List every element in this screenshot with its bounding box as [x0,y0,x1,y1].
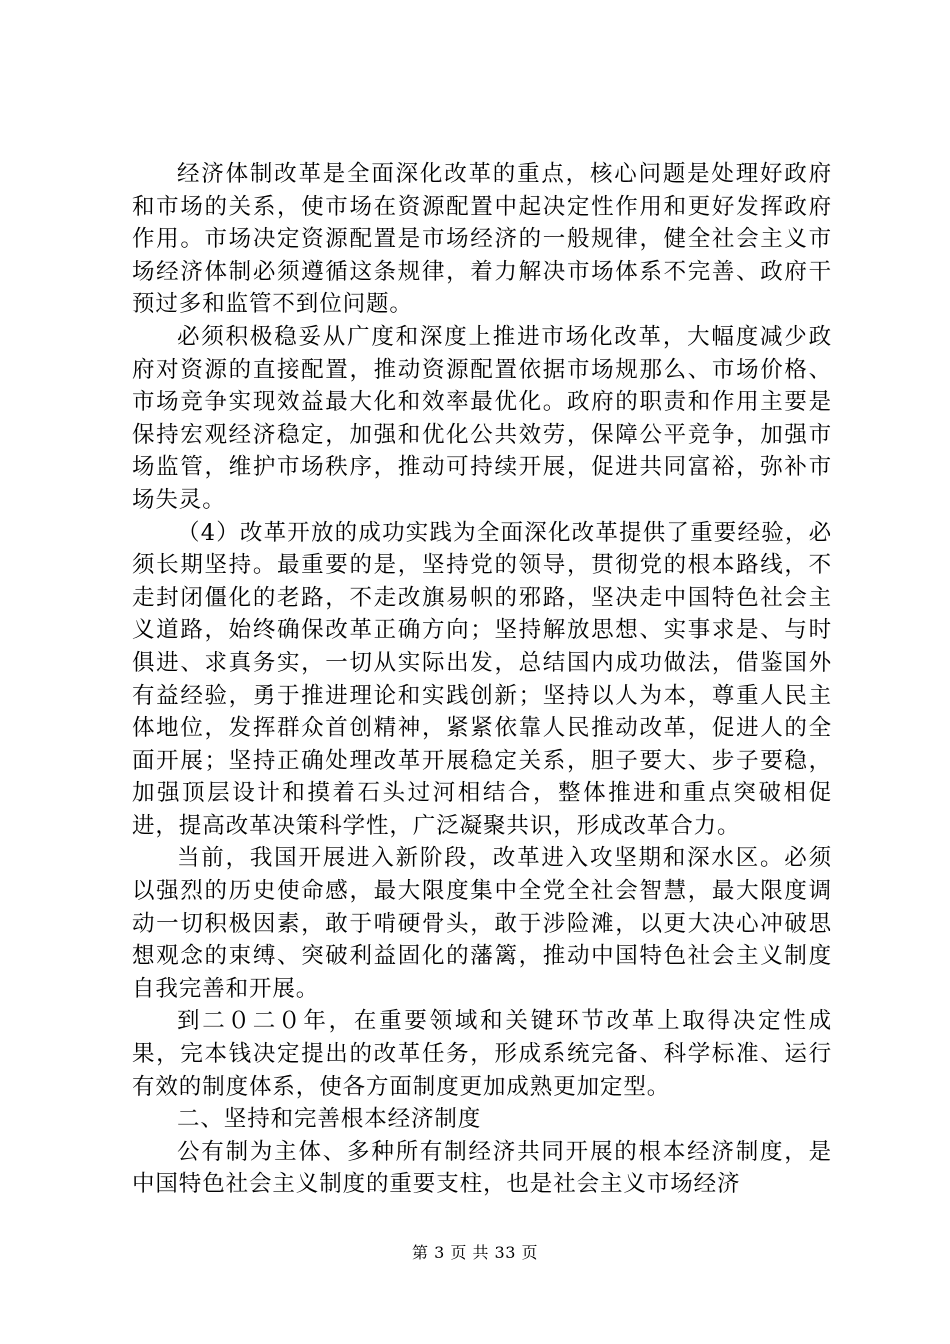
document-body [132,158,832,1201]
paragraph: 到二０二０年，在重要领域和关键环节改革上取得决定性成果，完本钱决定提出的改革任务，形成系统完备、科学标准、运行有效的制度体系，使各方面制度更加成熟更加定型。 [132,1008,832,1100]
page-footer [0,1243,950,1263]
paragraph: 公有制为主体、多种所有制经济共同开展的根本经济制度，是中国特色社会主义制度的重要支柱，也是社会主义市场经济 [132,1138,832,1198]
paragraph: （4）改革开放的成功实践为全面深化改革提供了重要经验，必须长期坚持。最重要的是，坚持党的领导，贯彻党的根本路线，不走封闭僵化的老路，不走改旗易帜的邪路，坚决走中国特色社会主义道路，始终确保改革正确方向；坚持解放思想、实事求是、与时俱进、求真务实，一切从实际出发，总结国内成功做法，借鉴国外有益经验，勇于推进理论和实践创新；坚持以人为本，尊重人民主体地位，发挥群众首创精神，紧紧依靠人民推动改革，促进人的全面开展；坚持正确处理改革开展稳定关系，胆子要大、步子要稳，加强顶层设计和摸着石头过河相结合，整体推进和重点突破相促进，提高改革决策科学性，广泛凝聚共识，形成改革合力。 [132,519,832,839]
page-number: 第 3 页 共 33 页 [412,1243,538,1262]
paragraph: 必须积极稳妥从广度和深度上推进市场化改革，大幅度减少政府对资源的直接配置，推动资源配置依据市场规那么、市场价格、市场竞争实现效益最大化和效率最优化。政府的职责和作用主要是保持宏观经济稳定，加强和优化公共效劳，保障公平竞争，加强市场监管，维护市场秩序，推动可持续开展，促进共同富裕，弥补市场失灵。 [132,323,832,513]
section-heading: 二、坚持和完善根本经济制度 [177,1106,482,1133]
paragraph: 当前，我国开展进入新阶段，改革进入攻坚期和深水区。必须以强烈的历史使命感，最大限度集中全党全社会智慧，最大限度调动一切积极因素，敢于啃硬骨头，敢于涉险滩，以更大决心冲破思想观念的束缚、突破利益固化的藩篱，推动中国特色社会主义制度自我完善和开展。 [132,845,832,1002]
paragraph: 经济体制改革是全面深化改革的重点，核心问题是处理好政府和市场的关系，使市场在资源配置中起决定性作用和更好发挥政府作用。市场决定资源配置是市场经济的一般规律，健全社会主义市场经济体制必须遵循这条规律，着力解决市场体系不完善、政府干预过多和监管不到位问题。 [132,161,832,318]
